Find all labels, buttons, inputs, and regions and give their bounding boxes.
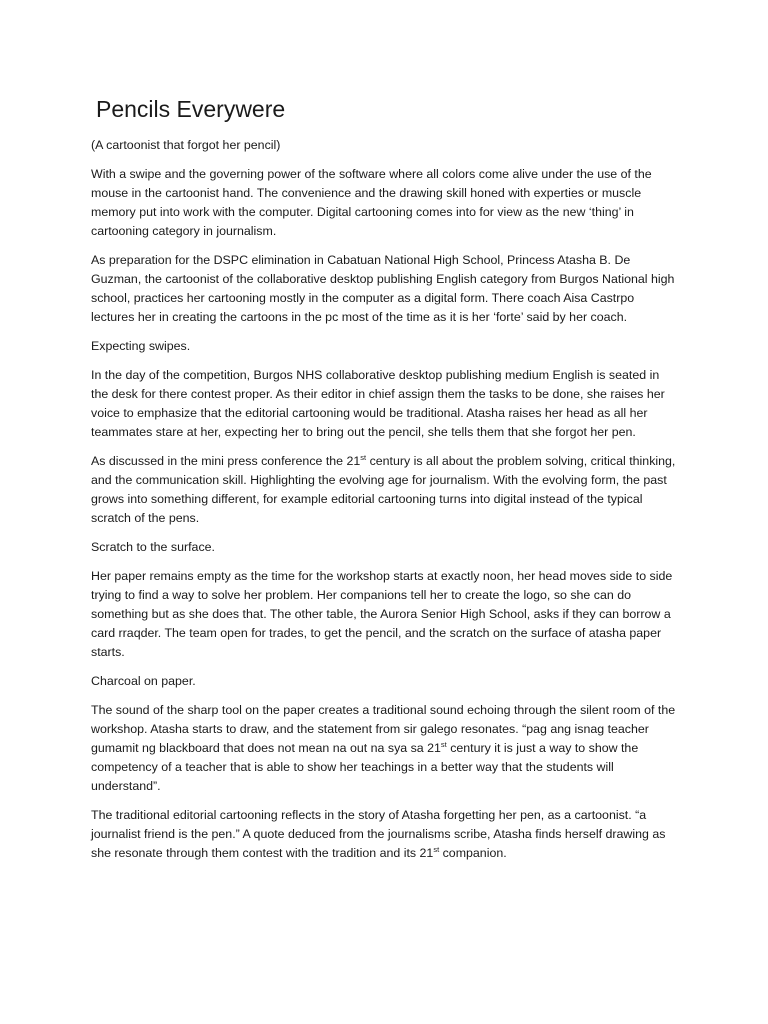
superscript: st [360,452,367,462]
paragraph-sharp-tool [91,701,677,796]
document-title: Pencils Everywere [96,96,286,122]
paragraph-preparation: As preparation for the DSPC elimination in Cabatuan National High School, Princess Atasha B. De Guzman, the cartoonist of the collaborative desktop publishing English category from Burgos National high school, practices her cartooning mostly in the computer as a digital form. There coach Aisa Castrpo lectures her in creating the cartoons in the pc most of the time as it is her ‘forte’ said by her coach. [91,253,675,324]
text-run: The sound of the sharp tool on the paper creates a traditional sound echoing through the silent room of the workshop. Atasha starts to draw, and the statement from sir galego resonates. “pag ang isnag teacher gumamit ng blackboard that does not mean na out na sya sa 21 [91,703,676,755]
paragraph-competition-day: In the day of the competition, Burgos NHS collaborative desktop publishing medium English is seated in the desk for there contest proper. As their editor in chief assign them the tasks to be done, she raises her voice to emphasize that the editorial cartooning would be traditional. Atasha raises her head as all her teammates stare at her, expecting her to bring out the pencil, she tells them that she forgot her pen. [91,368,665,439]
superscript: st [440,739,447,749]
paragraph-press-conference [91,452,677,528]
text-run: century it is just a way to show the competency of a teacher that is able to show her teachings in a better way that the students will understand”. [91,741,639,793]
section-heading-scratch: Scratch to the surface. [91,540,215,554]
paragraph-conclusion [91,806,677,863]
paragraph-workshop: Her paper remains empty as the time for the workshop starts at exactly noon, her head moves side to side trying to find a way to solve her problem. Her companions tell her to create the logo, so she can do something but as she does that. The other table, the Aurora Senior High School, asks if they can borrow a card rraqder. The team open for trades, to get the pencil, and the scratch on the surface of atasha paper starts. [91,569,673,659]
section-heading-expecting-swipes: Expecting swipes. [91,339,191,353]
text-run: companion. [439,846,507,860]
document-subtitle: (A cartoonist that forgot her pencil) [91,138,281,152]
text-run: As discussed in the mini press conference the 21 [91,454,361,468]
paragraph-intro: With a swipe and the governing power of the software where all colors come alive under the use of the mouse in the cartoonist hand. The convenience and the drawing skill honed with experties or muscle memory put into work with the computer. Digital cartooning comes into for view as the new ‘thing’ in cartooning category in journalism. [91,167,652,238]
text-run: The traditional editorial cartooning reflects in the story of Atasha forgetting her pen, as a cartoonist. “a journalist friend is the pen.” A quote deduced from the journalisms scribe, Atasha finds herself drawing as she resonate through them contest with the tradition and its 21 [91,808,666,860]
document-body [91,136,677,873]
text-run: century is all about the problem solving, critical thinking, and the communication skill. Highlighting the evolving age for journalism. With the evolving form, the past grows into something different, for example editorial cartooning turns into digital instead of the typical scratch of the pens. [91,454,676,525]
section-heading-charcoal: Charcoal on paper. [91,674,196,688]
superscript: st [433,844,440,854]
